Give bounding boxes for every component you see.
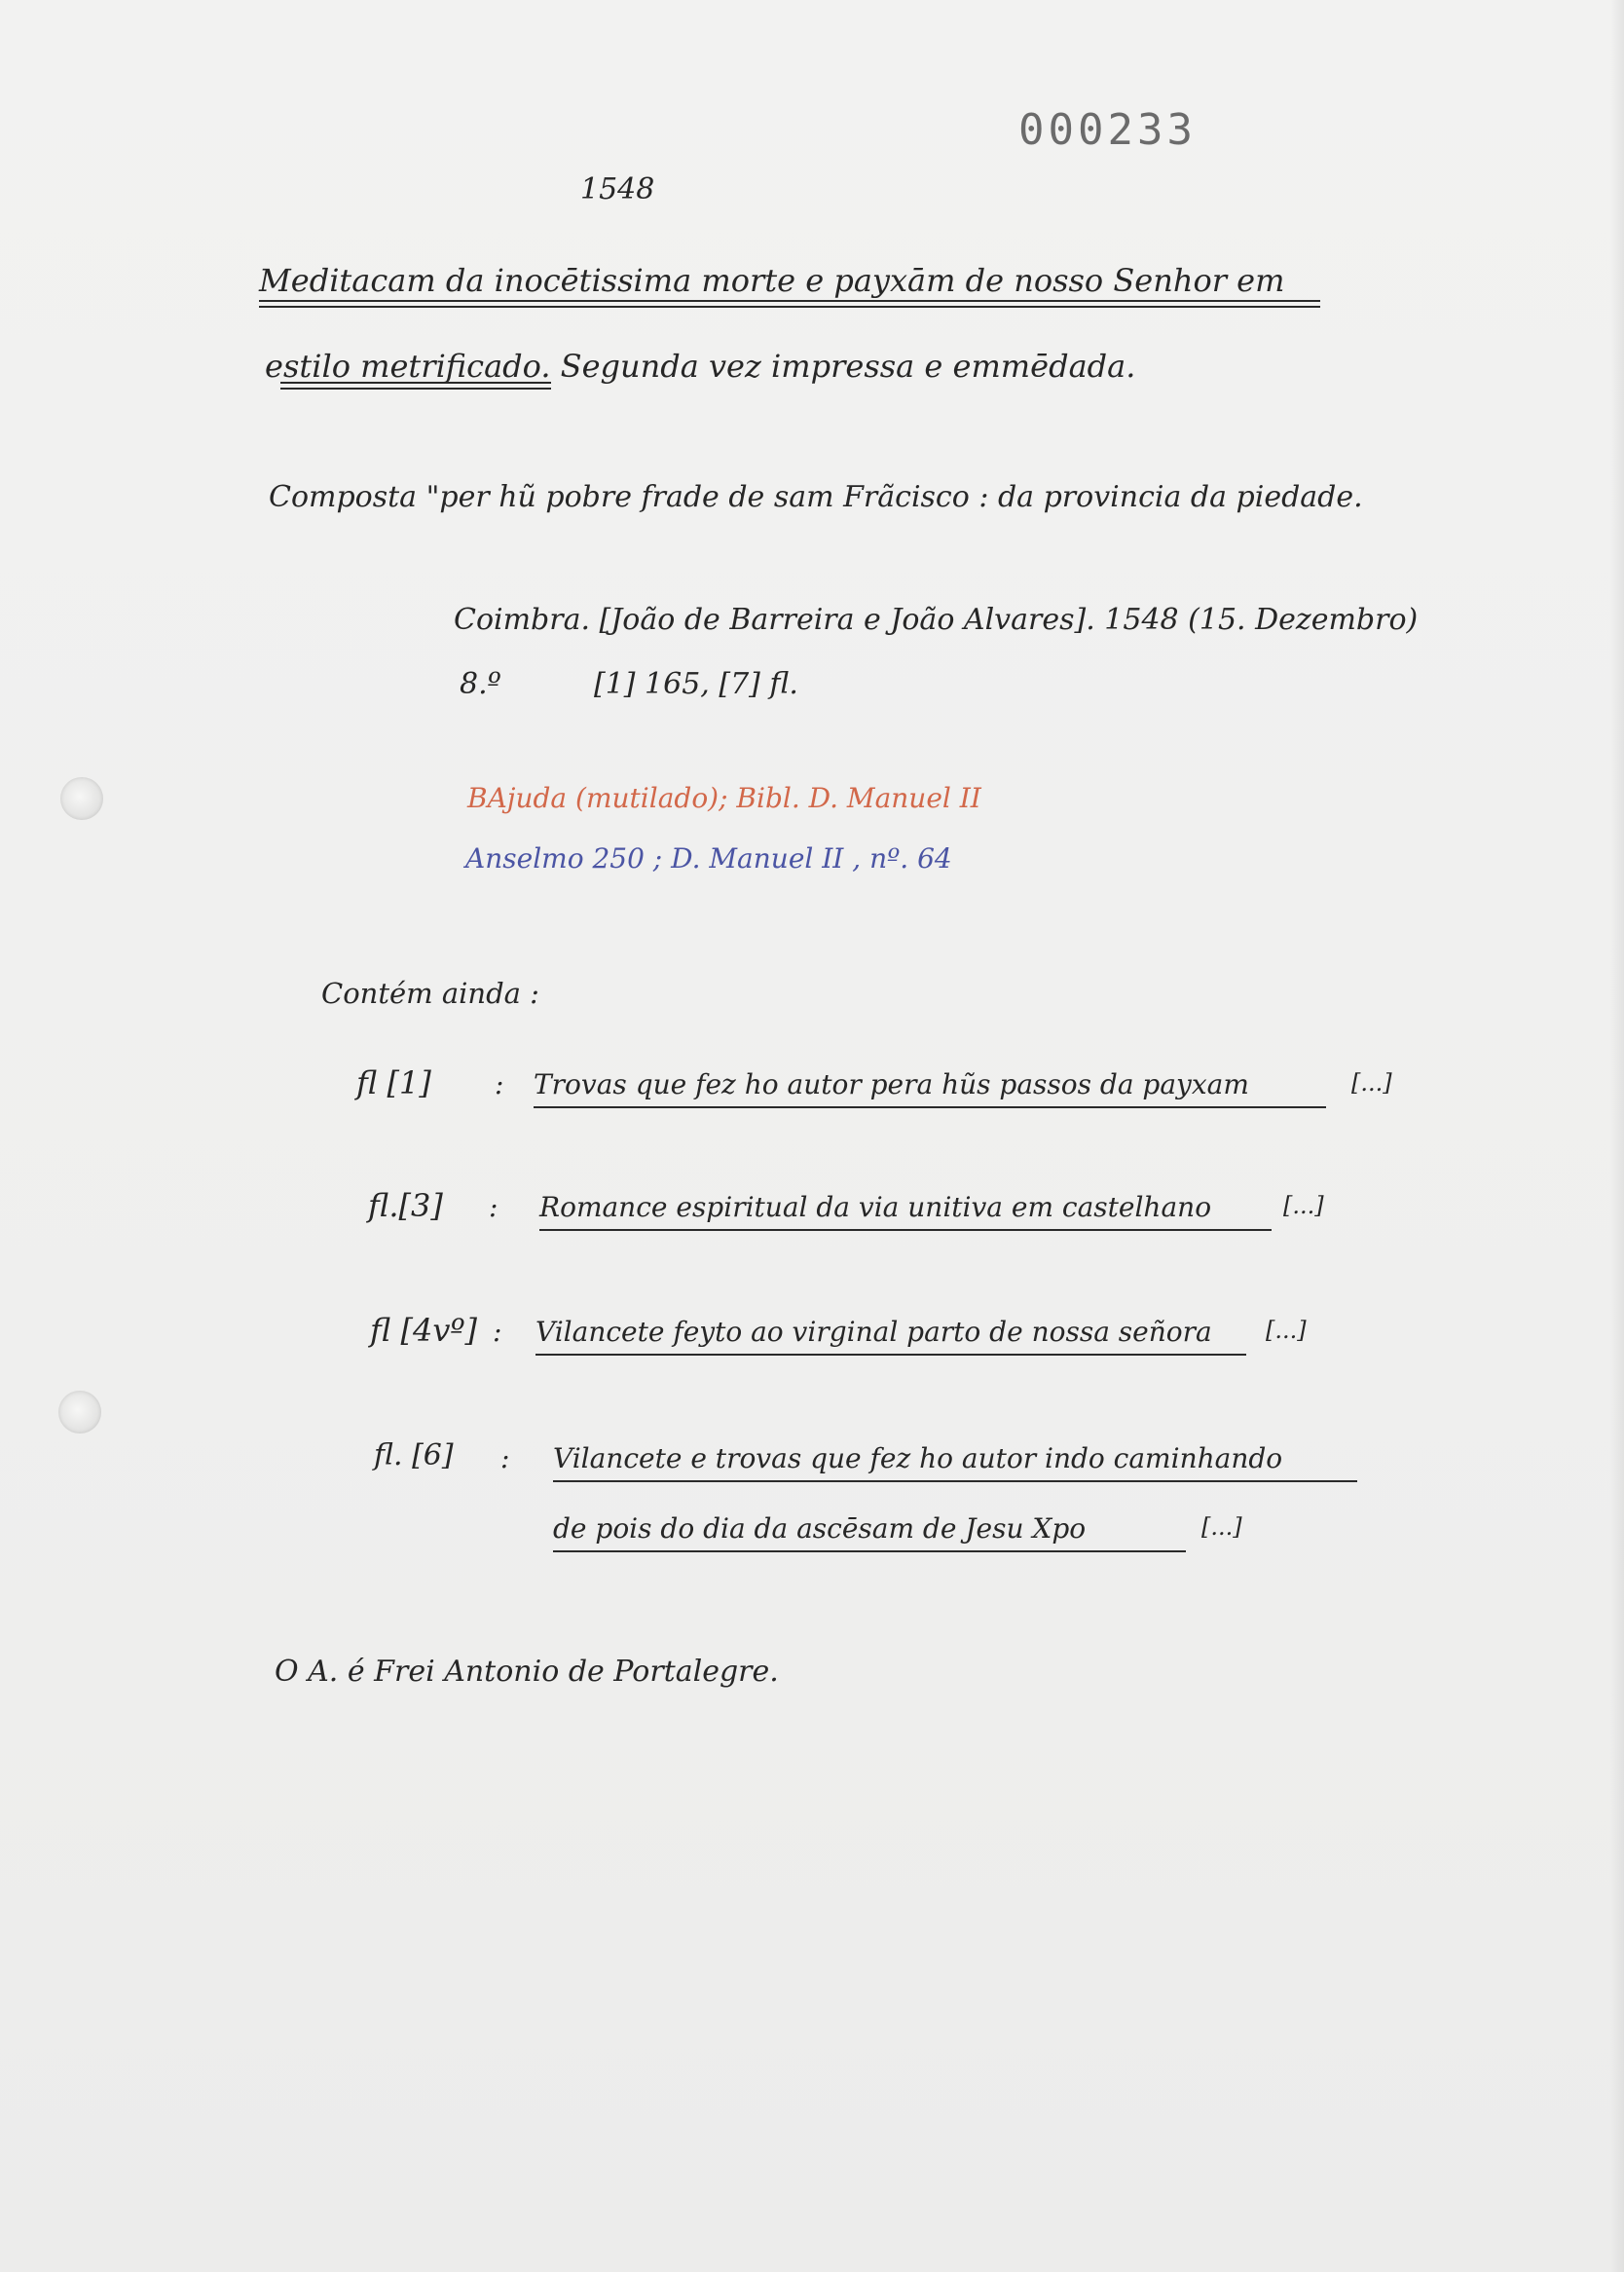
content-colon-4: : [500,1442,510,1474]
year-heading: 1548 [580,172,655,206]
content-colon-3: : [493,1316,502,1348]
punch-hole-top [60,777,103,820]
content-underline-4b [553,1550,1186,1552]
format-label: 8.º [460,667,501,701]
archive-stamp-number: 000233 [1018,105,1197,155]
title-line-2 [265,348,1136,385]
content-title-2: Romance espiritual da via unitiva em castelhano [539,1191,1212,1223]
content-underline-2 [539,1229,1272,1231]
content-title-4b: de pois do dia da ascēsam de Jesu Xpo [553,1512,1087,1545]
content-colon-2: : [489,1191,498,1223]
title-line-2-underlined: estilo metrificado [265,348,541,385]
title-line-1: Meditacam da inocētissima morte e payxām de nosso Senhor em [259,262,1285,299]
title-underline-1b [259,306,1320,308]
content-colon-1: : [495,1068,504,1100]
content-title-4a: Vilancete e trovas que fez ho autor indo caminhando [553,1442,1283,1474]
content-ellipsis-4: [...] [1201,1513,1242,1541]
page-edge-shadow [1610,0,1624,2272]
content-ellipsis-2: [...] [1283,1192,1324,1219]
holdings-red-note: BAjuda (mutilado); Bibl. D. Manuel II [467,782,981,814]
collation-line: [1] 165, [7] fl. [594,667,798,701]
content-underline-1 [534,1106,1326,1108]
punch-hole-bottom [58,1391,101,1434]
content-ellipsis-1: [...] [1351,1069,1392,1097]
contents-label: Contém ainda : [321,977,539,1010]
content-underline-4a [553,1480,1357,1482]
content-ref-2: fl.[3] [368,1187,443,1224]
composed-by-line: Composta "per hũ pobre frade de sam Frãcisco : da provincia da piedade. [269,480,1363,514]
content-ref-4: fl. [6] [374,1438,454,1472]
title-line-2-rest: . Segunda vez impressa e emmēdada. [540,348,1136,385]
content-ref-1: fl [1] [356,1064,431,1101]
content-ellipsis-3: [...] [1266,1317,1307,1344]
author-note: O A. é Frei Antonio de Portalegre. [275,1655,779,1689]
title-underline-1a [259,300,1320,302]
content-underline-3 [535,1354,1246,1356]
content-title-3: Vilancete feyto ao virginal parto de nossa señora [535,1316,1212,1348]
content-ref-3: fl [4vº] [370,1312,477,1349]
content-title-1: Trovas que fez ho autor pera hũs passos da payxam [534,1068,1249,1100]
title-underline-2b [280,388,551,390]
title-underline-2a [280,382,551,384]
imprint-line: Coimbra. [João de Barreira e João Alvares]. 1548 (15. Dezembro) [454,603,1419,637]
references-blue-note: Anselmo 250 ; D. Manuel II , nº. 64 [465,842,952,875]
